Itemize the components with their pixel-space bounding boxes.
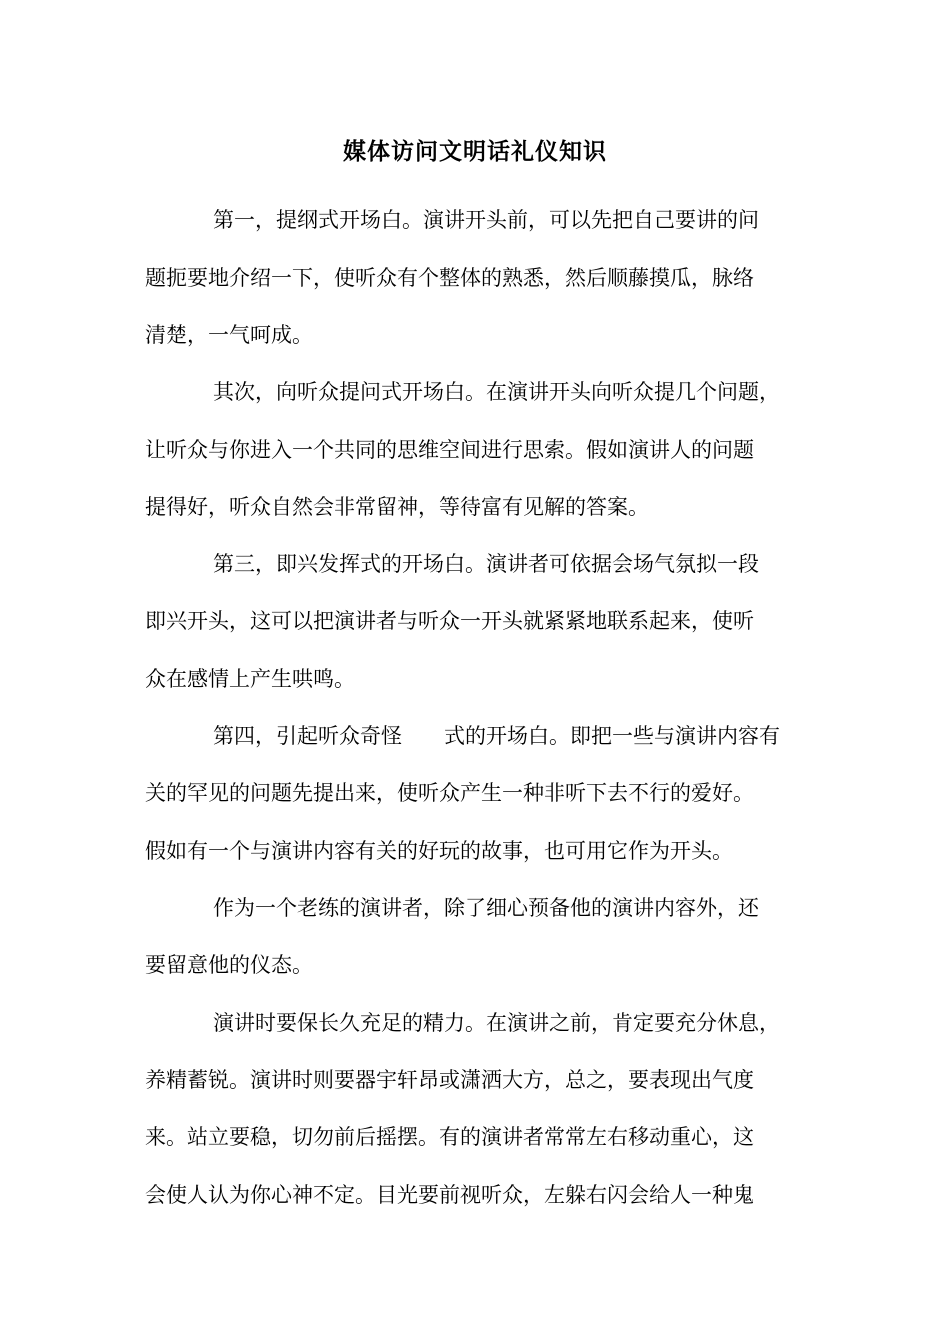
paragraph-3-line-2: 即兴开头，这可以把演讲者与听众一开头就紧紧地联系起来，使听 — [145, 609, 754, 633]
paragraph-2-line-1: 其次，向听众提问式开场白。在演讲开头向听众提几个问题， — [213, 380, 780, 404]
paragraph-1-line-2: 题扼要地介绍一下，使听众有个整体的熟悉，然后顺藤摸瓜，脉络 — [145, 266, 754, 290]
paragraph-1-line-1: 第一，提纲式开场白。演讲开头前，可以先把自己要讲的问 — [213, 208, 759, 232]
paragraph-2-line-2: 让听众与你进入一个共同的思维空间进行思索。假如演讲人的问题 — [145, 438, 754, 462]
paragraph-1-line-3: 清楚，一气呵成。 — [145, 323, 313, 347]
paragraph-6-line-2: 养精蓄锐。演讲时则要器宇轩昂或潇洒大方，总之，要表现出气度 — [145, 1068, 754, 1092]
paragraph-4-line-1: 第四，引起听众奇怪 式的开场白。即把一些与演讲内容有 — [213, 724, 780, 748]
paragraph-4-line-2: 关的罕见的问题先提出来，使听众产生一种非听下去不行的爱好。 — [145, 781, 754, 805]
paragraph-6-line-4: 会使人认为你心神不定。目光要前视听众，左躲右闪会给人一种鬼 — [145, 1183, 754, 1207]
paragraph-6-line-1: 演讲时要保长久充足的精力。在演讲之前，肯定要充分休息， — [213, 1011, 780, 1035]
document-title: 媒体访问文明话礼仪知识 — [343, 138, 607, 165]
paragraph-3-line-1: 第三，即兴发挥式的开场白。演讲者可依据会场气氛拟一段 — [213, 552, 759, 576]
paragraph-5-line-2: 要留意他的仪态。 — [145, 953, 313, 977]
paragraph-2-line-3: 提得好，听众自然会非常留神，等待富有见解的答案。 — [145, 495, 649, 519]
paragraph-6-line-3: 来。站立要稳，切勿前后摇摆。有的演讲者常常左右移动重心，这 — [145, 1125, 754, 1149]
paragraph-4-line-3: 假如有一个与演讲内容有关的好玩的故事，也可用它作为开头。 — [145, 839, 733, 863]
paragraph-5-line-1: 作为一个老练的演讲者，除了细心预备他的演讲内容外，还 — [213, 896, 759, 920]
paragraph-3-line-3: 众在感情上产生哄鸣。 — [145, 667, 355, 691]
